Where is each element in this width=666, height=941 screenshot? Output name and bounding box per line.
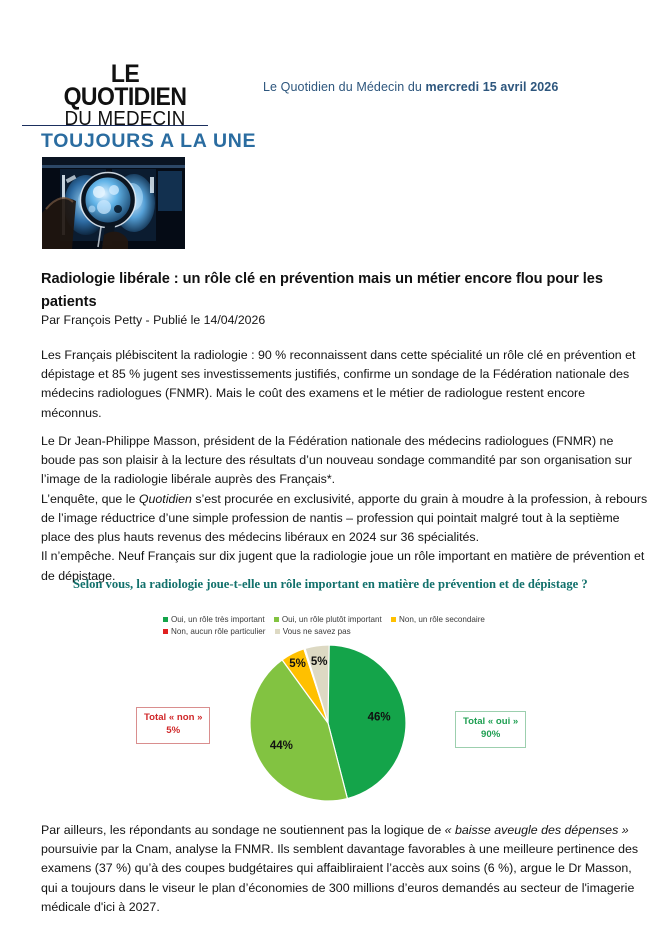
paragraph-2-sentence-c: Il n’empêche. Neuf Français sur dix jugent que la radiologie joue un rôle important en matière de prévention et de dépistage. <box>41 549 645 583</box>
logo-line-secondary: DU MEDECIN <box>64 108 186 130</box>
article-paragraph-1: Les Français plébiscitent la radiologie : 90 % reconnaissent dans cette spécialité un rôle clé en prévention et dépistage et 85 % jugent ses investissements justifiés, confirme un sondage de la Fédération nationale des médecins radiologues (FNMR). Mais le coût des examens et le métier de radiologue restent encore méconnus. <box>41 348 636 420</box>
legend-row-1 <box>163 614 523 626</box>
legend-swatch-icon-0 <box>163 617 168 622</box>
callout-non-label: Total « non » <box>144 712 203 723</box>
callout-non-value: 5% <box>166 724 181 736</box>
paragraph-3-pre: Par ailleurs, les répondants au sondage ne soutiennent pas la logique de <box>41 823 445 837</box>
masthead <box>0 0 666 130</box>
publication-logo[interactable] <box>40 60 210 130</box>
paragraph-2-sentence-a: Le Dr Jean-Philippe Masson, président de la Fédération nationale des médecins radiologues (FNMR) ne boude pas son plaisir à la lecture des résultats d’un nouveau sondage commandité par son organisation sur l’image de la radiologie libérale auprès des Français*. <box>41 434 632 487</box>
section-banner-title: TOUJOURS A LA UNE <box>41 130 257 152</box>
pie-label-4: 5% <box>310 656 328 669</box>
legend-label-2: Non, un rôle secondaire <box>398 615 485 624</box>
legend-item-3[interactable] <box>163 626 265 638</box>
section-divider <box>22 125 208 126</box>
legend-label-1: Oui, un rôle plutôt important <box>281 615 382 624</box>
article-title[interactable]: Radiologie libérale : un rôle clé en prévention mais un métier encore flou pour les patients <box>41 271 603 310</box>
pie-chart <box>248 643 408 803</box>
legend-item-0[interactable] <box>163 614 265 626</box>
logo-line-primary: LE QUOTIDIEN <box>63 60 187 111</box>
chart-title: Selon vous, la radiologie joue-t-elle un rôle important en matière de prévention et de dépistage ? <box>73 577 588 591</box>
hero-image-mammogram[interactable] <box>42 157 185 249</box>
legend-label-3: Non, aucun rôle particulier <box>171 626 266 636</box>
paragraph-3-emphasis: « baisse aveugle des dépenses » <box>444 823 629 837</box>
issue-date: mercredi 15 avril 2026 <box>425 80 559 94</box>
article-paragraph-3 <box>41 821 649 917</box>
paragraph-2-sentence-b-post: s’est procurée en exclusivité, apporte du grain à moudre à la profession, à rebours de l’image réductrice d’une simple profession de nantis – profession qui pointait malgré tout à la septième place des plus hauts revenus des médecins libéraux en 2024 sur 36 spécialités. <box>41 491 648 545</box>
chart-legend <box>163 614 523 637</box>
legend-swatch-icon-3 <box>163 629 168 634</box>
legend-row-2 <box>163 626 523 638</box>
legend-item-4[interactable] <box>275 626 351 638</box>
paragraph-3-post: poursuivie par la Cnam, analyse la FNMR. Ils semblent davantage favorables à une meilleure pertinence des examens (37 %) qu’à des coupes budgétaires qui affaibliraient l’accès aux soins (6 %), argue le Dr Masson, qui a toujours dans le viseur le plan d’économies de 300 millions d’euros demandés au secteur de l'imagerie médicale d'ici à 2027. <box>41 842 639 914</box>
callout-total-oui <box>455 711 526 748</box>
issue-line <box>263 80 558 94</box>
article-byline: Par François Petty - Publié le 14/04/2026 <box>41 313 266 327</box>
legend-item-2[interactable] <box>391 614 485 626</box>
callout-oui-value: 90% <box>481 728 501 740</box>
issue-prefix: Le Quotidien du Médecin du <box>263 80 426 94</box>
callout-oui-label: Total « oui » <box>463 716 519 727</box>
pie-label-2: 5% <box>289 658 306 671</box>
legend-item-1[interactable] <box>274 614 382 626</box>
callout-total-non <box>136 707 210 744</box>
paragraph-2-sentence-b-pre: L’enquête, que le <box>41 491 139 506</box>
article-paragraph-2 <box>41 432 649 586</box>
pie-label-1: 44% <box>269 739 293 752</box>
legend-label-4: Vous ne savez pas <box>282 626 351 636</box>
legend-swatch-icon-4 <box>275 629 280 634</box>
legend-swatch-icon-2 <box>391 617 396 622</box>
paragraph-2-emphasis: Quotidien <box>138 491 192 506</box>
legend-swatch-icon-1 <box>274 617 279 622</box>
legend-label-0: Oui, un rôle très important <box>171 615 265 624</box>
pie-label-0: 46% <box>367 711 391 724</box>
